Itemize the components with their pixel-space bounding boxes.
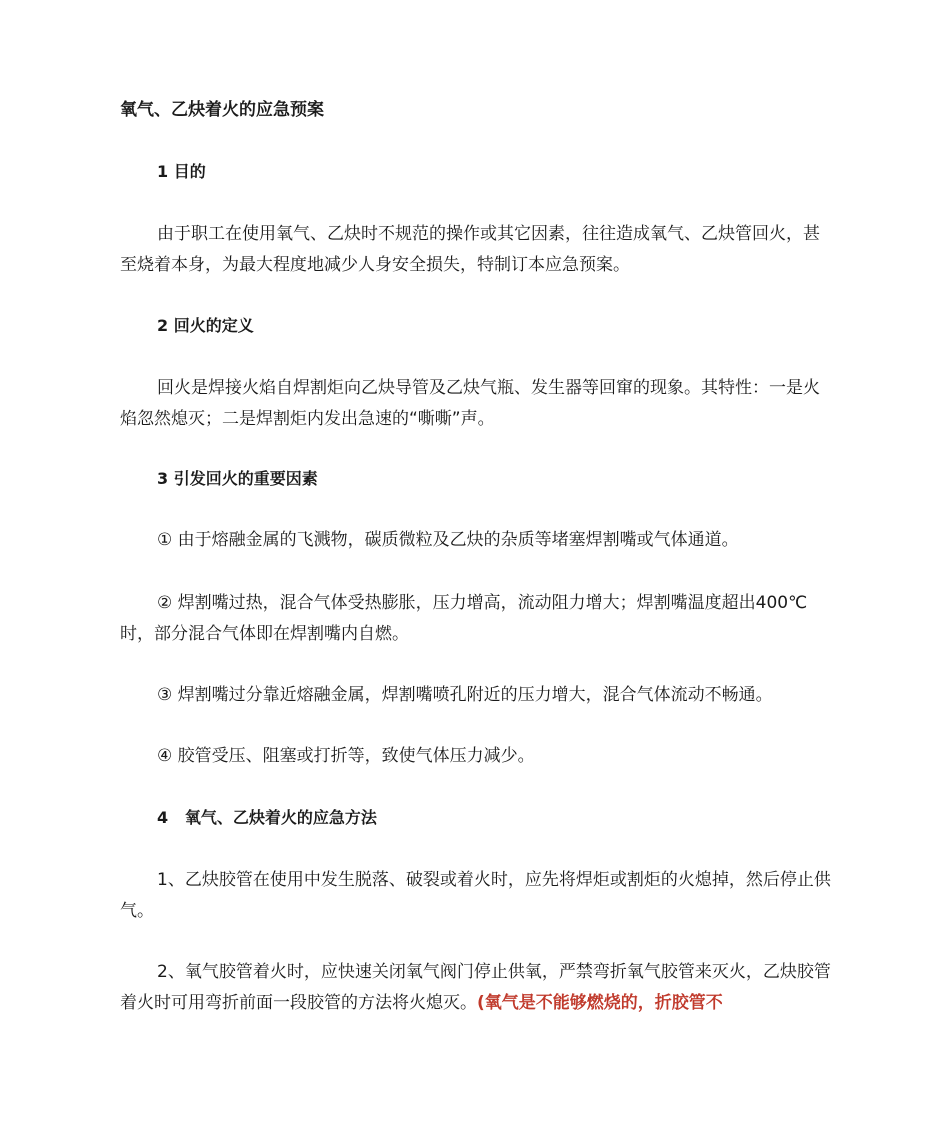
- section-heading-causes: 3 引发回火的重要因素: [157, 469, 318, 488]
- paragraph-method-1: 1、乙炔胶管在使用中发生脱落、破裂或着火时，应先将焊炬或割炬的火熄掉，然后停止供气。: [120, 870, 831, 921]
- paragraph-cause-3: ③ 焊割嘴过分靠近熔融金属，焊割嘴喷孔附近的压力增大，混合气体流动不畅通。: [157, 685, 773, 705]
- paragraph-method-2: [120, 957, 832, 1019]
- paragraph-cause-4: ④ 胶管受压、阻塞或打折等，致使气体压力减少。: [157, 746, 535, 766]
- paragraph-cause-1: ① 由于熔融金属的飞溅物，碳质微粒及乙炔的杂质等堵塞焊割嘴或气体通道。: [157, 530, 739, 550]
- section-heading-emergency-methods: 4 氧气、乙炔着火的应急方法: [157, 808, 377, 827]
- paragraph-definition: 回火是焊接火焰自焊割炬向乙炔导管及乙炔气瓶、发生器等回窜的现象。其特性：一是火焰忽然熄灭；二是焊割炬内发出急速的“嘶嘶”声。: [120, 378, 820, 429]
- highlighted-note: (氧气是不能够燃烧的，折胶管不: [477, 993, 723, 1013]
- section-heading-purpose: 1 目的: [157, 162, 206, 181]
- section-heading-definition: 2 回火的定义: [157, 316, 254, 335]
- paragraph-method-2-text: 2、氧气胶管着火时，应快速关闭氧气阀门停止供氧，严禁弯折氧气胶管来灭火，乙炔胶管着火时可用弯折前面一段胶管的方法将火熄灭。: [120, 962, 831, 1013]
- document-title: 氧气、乙炔着火的应急预案: [120, 100, 324, 120]
- paragraph-purpose: 由于职工在使用氧气、乙炔时不规范的操作或其它因素，往往造成氧气、乙炔管回火，甚至烧着本身，为最大程度地减少人身安全损失，特制订本应急预案。: [120, 224, 820, 275]
- paragraph-cause-2: ② 焊割嘴过热，混合气体受热膨胀，压力增高，流动阻力增大；焊割嘴温度超出400℃时，部分混合气体即在焊割嘴内自燃。: [120, 593, 808, 644]
